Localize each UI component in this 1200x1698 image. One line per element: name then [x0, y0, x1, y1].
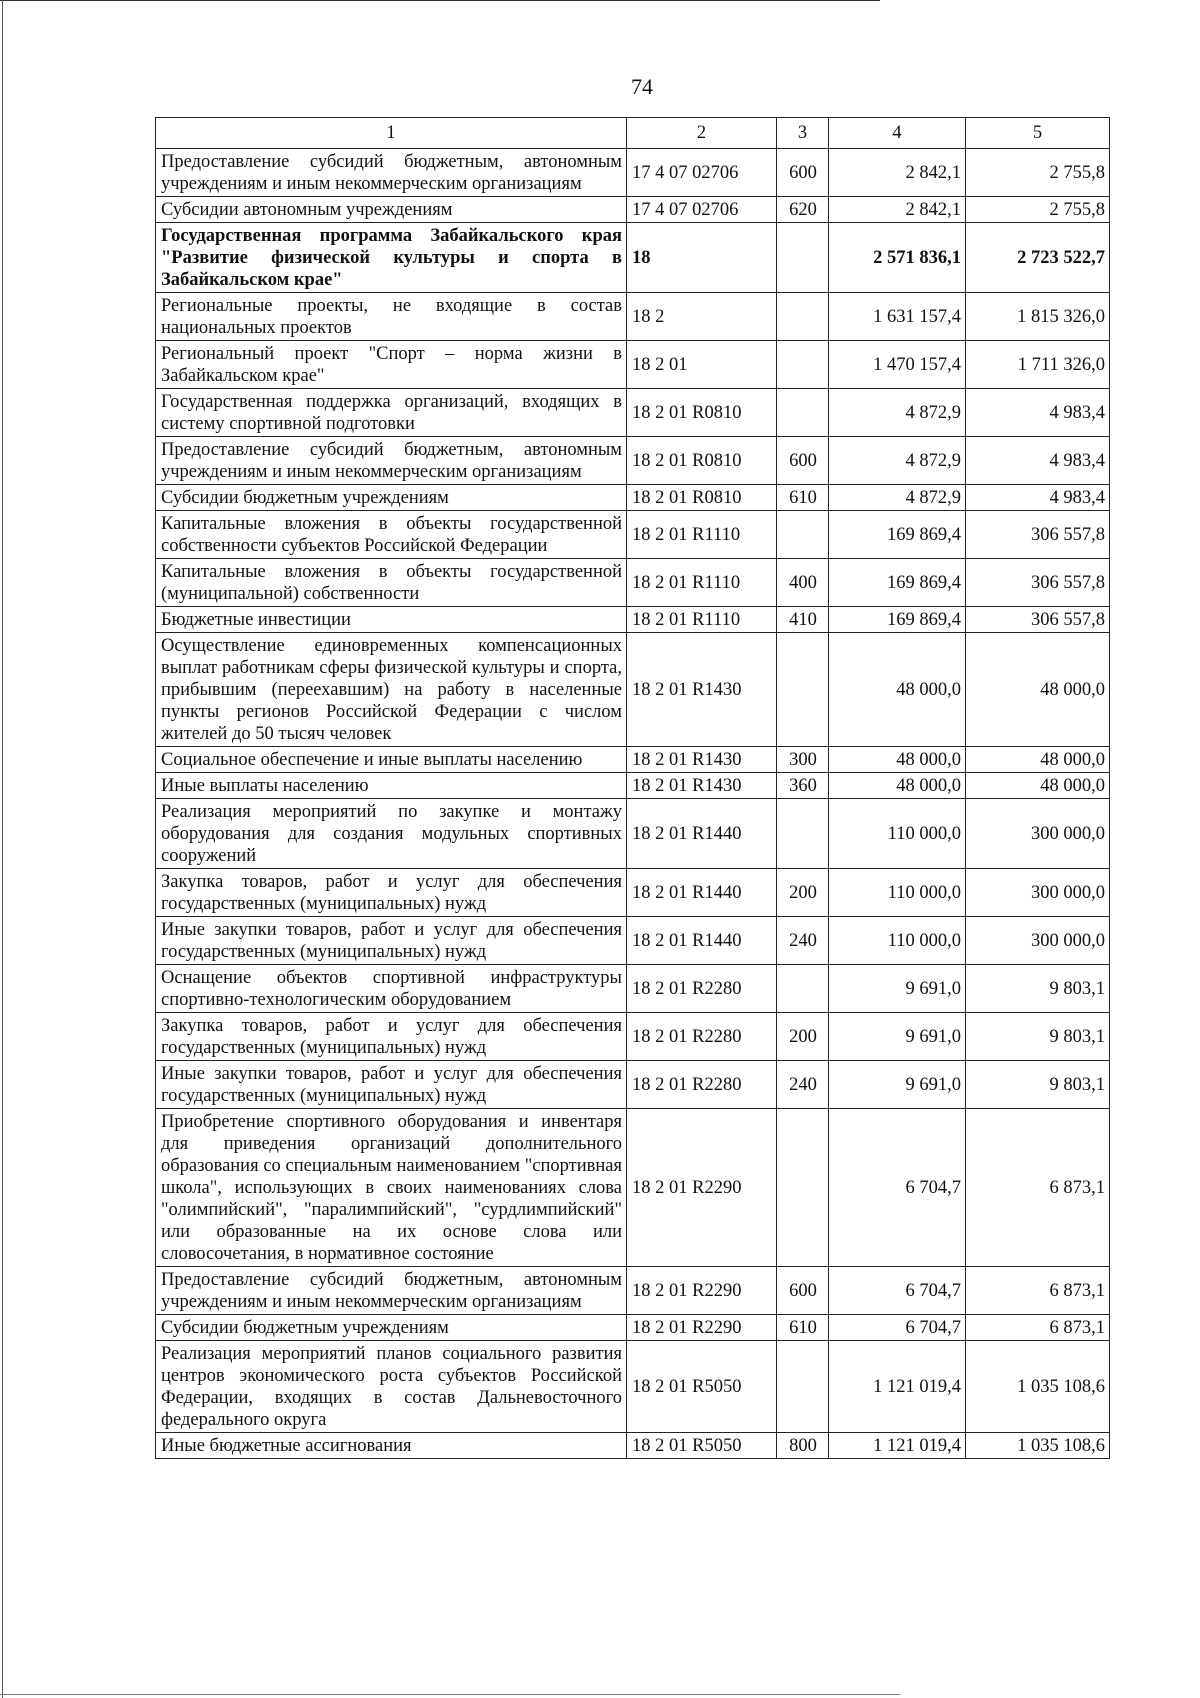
row-expense-type-cell: 800: [777, 1433, 829, 1459]
row-name-cell: Капитальные вложения в объекты государственной собственности субъектов Российской Федерации: [156, 511, 627, 559]
row-amount-col4-cell: 169 869,4: [829, 559, 966, 607]
row-name-cell: Иные выплаты населению: [156, 773, 627, 799]
row-name-cell: Региональный проект "Спорт – норма жизни в Забайкальском крае": [156, 341, 627, 389]
row-code-cell: 18 2 01 R1430: [627, 747, 777, 773]
row-amount-col5-cell: 306 557,8: [966, 559, 1110, 607]
row-code-cell: 18 2 01 R1440: [627, 917, 777, 965]
row-code-cell: 18 2 01 R0810: [627, 485, 777, 511]
row-code-cell: 18 2 01 R0810: [627, 389, 777, 437]
row-amount-col4-cell: 1 631 157,4: [829, 293, 966, 341]
row-code-cell: 18 2 01: [627, 341, 777, 389]
scan-edge-top: [0, 0, 880, 1]
row-code-cell: 18 2 01 R2290: [627, 1109, 777, 1267]
row-amount-col4-cell: 9 691,0: [829, 1061, 966, 1109]
row-amount-col4-cell: 48 000,0: [829, 773, 966, 799]
row-expense-type-cell: 200: [777, 1013, 829, 1061]
row-amount-col5-cell: 1 815 326,0: [966, 293, 1110, 341]
row-code-cell: 18 2: [627, 293, 777, 341]
table-row: [156, 1267, 1110, 1315]
row-amount-col4-cell: 4 872,9: [829, 485, 966, 511]
row-code-cell: 18 2 01 R2280: [627, 1013, 777, 1061]
row-expense-type-cell: 360: [777, 773, 829, 799]
row-amount-col5-cell: 48 000,0: [966, 747, 1110, 773]
row-name-cell: Осуществление единовременных компенсационных выплат работникам сферы физической культуры и спорта, прибывшим (переехавшим) на работу в населенные пункты регионов Российской Федерации с числом жителей до 50 тысяч человек: [156, 633, 627, 747]
row-expense-type-cell: 410: [777, 607, 829, 633]
row-code-cell: 18 2 01 R1440: [627, 869, 777, 917]
header-row: [156, 118, 1110, 149]
row-amount-col5-cell: 4 983,4: [966, 437, 1110, 485]
row-expense-type-cell: [777, 511, 829, 559]
row-expense-type-cell: 240: [777, 917, 829, 965]
row-expense-type-cell: 610: [777, 485, 829, 511]
table-row: [156, 607, 1110, 633]
table-row: [156, 799, 1110, 869]
row-code-cell: 18 2 01 R1110: [627, 511, 777, 559]
row-amount-col4-cell: 2 842,1: [829, 197, 966, 223]
row-amount-col5-cell: 9 803,1: [966, 965, 1110, 1013]
row-amount-col5-cell: 1 035 108,6: [966, 1433, 1110, 1459]
column-header-4: 4: [829, 118, 966, 149]
table-row: [156, 773, 1110, 799]
row-name-cell: Реализация мероприятий по закупке и монтажу оборудования для создания модульных спортивных сооружений: [156, 799, 627, 869]
row-amount-col5-cell: 6 873,1: [966, 1109, 1110, 1267]
row-code-cell: 18 2 01 R5050: [627, 1433, 777, 1459]
row-amount-col4-cell: 1 470 157,4: [829, 341, 966, 389]
page-number: 74: [631, 74, 653, 99]
row-expense-type-cell: [777, 1341, 829, 1433]
row-expense-type-cell: 620: [777, 197, 829, 223]
row-expense-type-cell: [777, 1109, 829, 1267]
row-amount-col4-cell: 1 121 019,4: [829, 1341, 966, 1433]
table-row: [156, 149, 1110, 197]
row-expense-type-cell: 600: [777, 149, 829, 197]
row-amount-col5-cell: 4 983,4: [966, 485, 1110, 511]
row-amount-col4-cell: 2 571 836,1: [829, 223, 966, 293]
row-expense-type-cell: [777, 223, 829, 293]
row-amount-col4-cell: 9 691,0: [829, 965, 966, 1013]
row-amount-col4-cell: 2 842,1: [829, 149, 966, 197]
row-name-cell: Приобретение спортивного оборудования и инвентаря для приведения организаций дополнительного образования со специальным наименованием "спортивная школа", использующих в своих наименованиях слова "олимпийский", "паралимпийский", "сурдлимпийский" или образованные на их основе слова или словосочетания, в нормативное состояние: [156, 1109, 627, 1267]
table-row: [156, 869, 1110, 917]
row-amount-col5-cell: 9 803,1: [966, 1013, 1110, 1061]
row-amount-col5-cell: 6 873,1: [966, 1267, 1110, 1315]
row-amount-col5-cell: 306 557,8: [966, 607, 1110, 633]
table-body: [156, 149, 1110, 1459]
row-code-cell: 18 2 01 R2280: [627, 965, 777, 1013]
scan-edge-bottom: [0, 1694, 900, 1695]
row-amount-col4-cell: 48 000,0: [829, 633, 966, 747]
row-amount-col5-cell: 6 873,1: [966, 1315, 1110, 1341]
row-name-cell: Предоставление субсидий бюджетным, автономным учреждениям и иным некоммерческим организациям: [156, 1267, 627, 1315]
row-expense-type-cell: [777, 341, 829, 389]
row-amount-col5-cell: 2 755,8: [966, 197, 1110, 223]
row-amount-col5-cell: 306 557,8: [966, 511, 1110, 559]
row-amount-col4-cell: 6 704,7: [829, 1109, 966, 1267]
row-amount-col4-cell: 48 000,0: [829, 747, 966, 773]
row-amount-col5-cell: 9 803,1: [966, 1061, 1110, 1109]
row-code-cell: 18: [627, 223, 777, 293]
row-code-cell: 18 2 01 R0810: [627, 437, 777, 485]
row-expense-type-cell: 600: [777, 1267, 829, 1315]
row-expense-type-cell: [777, 293, 829, 341]
row-code-cell: 18 2 01 R2290: [627, 1315, 777, 1341]
row-name-cell: Реализация мероприятий планов социального развития центров экономического роста субъектов Российской Федерации, входящих в состав Дальневосточного федерального округа: [156, 1341, 627, 1433]
row-amount-col5-cell: 2 755,8: [966, 149, 1110, 197]
row-expense-type-cell: [777, 389, 829, 437]
row-amount-col4-cell: 110 000,0: [829, 917, 966, 965]
row-amount-col4-cell: 9 691,0: [829, 1013, 966, 1061]
row-name-cell: Субсидии автономным учреждениям: [156, 197, 627, 223]
row-amount-col4-cell: 169 869,4: [829, 607, 966, 633]
row-amount-col4-cell: 110 000,0: [829, 799, 966, 869]
row-name-cell: Капитальные вложения в объекты государственной (муниципальной) собственности: [156, 559, 627, 607]
column-header-2: 2: [627, 118, 777, 149]
row-amount-col4-cell: 110 000,0: [829, 869, 966, 917]
table-row: [156, 1341, 1110, 1433]
row-expense-type-cell: 610: [777, 1315, 829, 1341]
table-row: [156, 223, 1110, 293]
table-row: [156, 1061, 1110, 1109]
row-name-cell: Иные бюджетные ассигнования: [156, 1433, 627, 1459]
row-expense-type-cell: [777, 965, 829, 1013]
row-code-cell: 17 4 07 02706: [627, 149, 777, 197]
column-header-3: 3: [777, 118, 829, 149]
row-code-cell: 18 2 01 R1430: [627, 633, 777, 747]
column-header-5: 5: [966, 118, 1110, 149]
row-expense-type-cell: 200: [777, 869, 829, 917]
row-expense-type-cell: 600: [777, 437, 829, 485]
row-amount-col5-cell: 48 000,0: [966, 773, 1110, 799]
row-amount-col5-cell: 1 711 326,0: [966, 341, 1110, 389]
row-name-cell: Предоставление субсидий бюджетным, автономным учреждениям и иным некоммерческим организациям: [156, 149, 627, 197]
table-row: [156, 485, 1110, 511]
row-expense-type-cell: 240: [777, 1061, 829, 1109]
budget-table: [155, 117, 1110, 1459]
table-row: [156, 437, 1110, 485]
row-name-cell: Социальное обеспечение и иные выплаты населению: [156, 747, 627, 773]
table-row: [156, 1013, 1110, 1061]
row-code-cell: 18 2 01 R1110: [627, 559, 777, 607]
row-amount-col4-cell: 4 872,9: [829, 389, 966, 437]
row-code-cell: 17 4 07 02706: [627, 197, 777, 223]
row-name-cell: Предоставление субсидий бюджетным, автономным учреждениям и иным некоммерческим организациям: [156, 437, 627, 485]
row-code-cell: 18 2 01 R1110: [627, 607, 777, 633]
row-amount-col5-cell: 300 000,0: [966, 799, 1110, 869]
row-expense-type-cell: 300: [777, 747, 829, 773]
row-name-cell: Государственная поддержка организаций, входящих в систему спортивной подготовки: [156, 389, 627, 437]
table-row: [156, 917, 1110, 965]
table-row: [156, 1109, 1110, 1267]
table-row: [156, 1315, 1110, 1341]
table-row: [156, 1433, 1110, 1459]
table-row: [156, 341, 1110, 389]
row-amount-col4-cell: 4 872,9: [829, 437, 966, 485]
row-name-cell: Иные закупки товаров, работ и услуг для обеспечения государственных (муниципальных) нужд: [156, 1061, 627, 1109]
row-name-cell: Иные закупки товаров, работ и услуг для обеспечения государственных (муниципальных) нужд: [156, 917, 627, 965]
row-amount-col5-cell: 4 983,4: [966, 389, 1110, 437]
table-row: [156, 197, 1110, 223]
row-name-cell: Государственная программа Забайкальского края "Развитие физической культуры и спорта в Забайкальском крае": [156, 223, 627, 293]
row-amount-col4-cell: 169 869,4: [829, 511, 966, 559]
row-code-cell: 18 2 01 R2290: [627, 1267, 777, 1315]
row-amount-col4-cell: 6 704,7: [829, 1267, 966, 1315]
row-amount-col5-cell: 300 000,0: [966, 869, 1110, 917]
table-row: [156, 633, 1110, 747]
table-row: [156, 511, 1110, 559]
row-amount-col5-cell: 48 000,0: [966, 633, 1110, 747]
row-name-cell: Субсидии бюджетным учреждениям: [156, 485, 627, 511]
table-row: [156, 747, 1110, 773]
row-name-cell: Региональные проекты, не входящие в состав национальных проектов: [156, 293, 627, 341]
table-row: [156, 389, 1110, 437]
row-name-cell: Закупка товаров, работ и услуг для обеспечения государственных (муниципальных) нужд: [156, 1013, 627, 1061]
row-amount-col5-cell: 300 000,0: [966, 917, 1110, 965]
row-code-cell: 18 2 01 R2280: [627, 1061, 777, 1109]
table-row: [156, 559, 1110, 607]
row-amount-col4-cell: 1 121 019,4: [829, 1433, 966, 1459]
row-amount-col5-cell: 1 035 108,6: [966, 1341, 1110, 1433]
row-name-cell: Закупка товаров, работ и услуг для обеспечения государственных (муниципальных) нужд: [156, 869, 627, 917]
row-code-cell: 18 2 01 R1440: [627, 799, 777, 869]
scan-edge-left: [2, 0, 3, 1698]
row-expense-type-cell: [777, 799, 829, 869]
table-row: [156, 965, 1110, 1013]
table-row: [156, 293, 1110, 341]
row-name-cell: Субсидии бюджетным учреждениям: [156, 1315, 627, 1341]
row-expense-type-cell: 400: [777, 559, 829, 607]
row-code-cell: 18 2 01 R5050: [627, 1341, 777, 1433]
row-name-cell: Оснащение объектов спортивной инфраструктуры спортивно-технологическим оборудованием: [156, 965, 627, 1013]
row-name-cell: Бюджетные инвестиции: [156, 607, 627, 633]
row-expense-type-cell: [777, 633, 829, 747]
column-header-1: 1: [156, 118, 627, 149]
row-amount-col5-cell: 2 723 522,7: [966, 223, 1110, 293]
row-code-cell: 18 2 01 R1430: [627, 773, 777, 799]
row-amount-col4-cell: 6 704,7: [829, 1315, 966, 1341]
